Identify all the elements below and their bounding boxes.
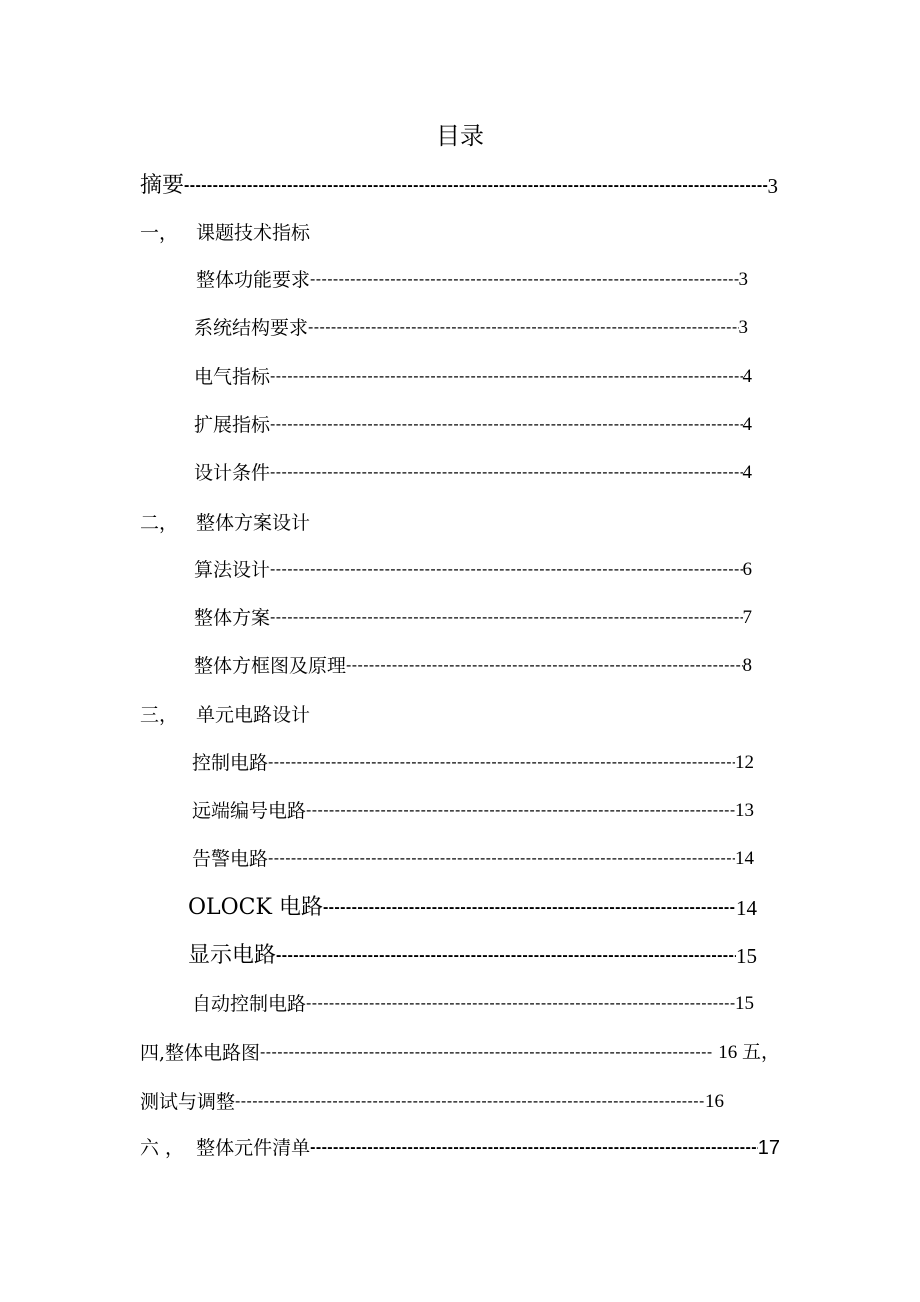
toc-page-number: 3 (767, 174, 778, 198)
toc-page-number: 6 (742, 559, 752, 580)
toc-entry-label: 设计条件 (194, 462, 271, 484)
toc-entry-label: 摘要 (140, 173, 185, 198)
toc-entry[interactable] (194, 459, 752, 487)
toc-page-number: 4 (742, 366, 752, 387)
toc-leader-dots (310, 1134, 758, 1162)
section-title: 课题技术指标 (196, 222, 311, 244)
toc-entry[interactable] (194, 363, 752, 391)
section-title: 整体方案设计 (196, 512, 311, 534)
toc-entry[interactable] (196, 266, 748, 294)
toc-leader-dots (346, 652, 742, 680)
toc-page-number: 12 (735, 752, 754, 773)
section-title: 单元电路设计 (196, 704, 311, 726)
toc-page-number: 13 (735, 800, 754, 821)
toc-entry[interactable] (192, 990, 754, 1018)
toc-entry[interactable] (194, 314, 748, 342)
toc-entry[interactable] (192, 749, 754, 777)
toc-entry-label: 测试与调整 (140, 1091, 236, 1113)
toc-section-heading-3[interactable] (140, 701, 310, 729)
toc-entry-label: 控制电路 (192, 752, 269, 774)
section-number: 一， (140, 222, 179, 244)
toc-entry[interactable] (194, 556, 752, 584)
toc-entry-label: 整体功能要求 (196, 269, 311, 291)
toc-entry-label: 算法设计 (194, 559, 271, 581)
toc-page-number: 14 (736, 896, 757, 920)
toc-leader-dots (310, 266, 738, 294)
toc-page-number: 3 (738, 317, 748, 338)
toc-page-number: 16 (705, 1091, 724, 1112)
toc-title: 目录 (436, 122, 484, 150)
toc-leader-dots (270, 604, 742, 632)
toc-entry-abstract[interactable] (140, 170, 778, 202)
toc-section-heading-1[interactable] (140, 219, 310, 247)
toc-leader-dots (308, 314, 738, 342)
toc-entry-section-6[interactable] (140, 1134, 780, 1162)
toc-entry[interactable] (194, 604, 752, 632)
toc-page-number: 15 (735, 993, 754, 1014)
toc-leader-dots (306, 797, 735, 825)
toc-entry-label: 扩展指标 (194, 414, 271, 436)
toc-page-number: 16 五， (718, 1042, 780, 1063)
toc-entry-label: 自动控制电路 (192, 993, 307, 1015)
toc-leader-dots (270, 459, 742, 487)
toc-entry-label: 告警电路 (192, 848, 269, 870)
toc-entry[interactable] (194, 411, 752, 439)
toc-page-number: 17 (757, 1137, 780, 1159)
toc-entry-label: 显示电路 (188, 943, 277, 968)
section-number: 二， (140, 512, 179, 534)
toc-entry-label: 整体方案 (194, 607, 271, 629)
toc-leader-dots (270, 363, 742, 391)
toc-entry[interactable] (194, 652, 752, 680)
toc-leader-dots (270, 411, 742, 439)
toc-page-number: 7 (742, 607, 752, 628)
toc-page-number: 14 (735, 848, 754, 869)
toc-entry[interactable] (192, 797, 754, 825)
toc-page-number: 15 (736, 944, 757, 968)
toc-page-number: 3 (738, 269, 748, 290)
toc-entry[interactable] (192, 845, 754, 873)
toc-leader-dots (268, 749, 735, 777)
toc-entry[interactable] (188, 940, 757, 972)
toc-page-number: 8 (742, 655, 752, 676)
toc-entry-label: 电气指标 (194, 366, 271, 388)
toc-leader-dots (276, 940, 736, 972)
toc-entry-label: 远端编号电路 (192, 800, 307, 822)
toc-leader-dots (270, 556, 742, 584)
toc-section-heading-2[interactable] (140, 509, 310, 537)
toc-leader-dots (268, 845, 735, 873)
toc-entry-section-5[interactable] (140, 1088, 724, 1116)
toc-entry-label: 六 ， 整体元件清单 (140, 1137, 311, 1159)
toc-entry-label: 四,整体电路图 (140, 1042, 261, 1064)
toc-entry-label: 整体方框图及原理 (194, 655, 347, 677)
toc-leader-dots (260, 1039, 712, 1067)
toc-leader-dots (235, 1088, 705, 1116)
toc-entry-label: OLOCK 电路 (188, 895, 323, 920)
toc-leader-dots (306, 990, 735, 1018)
toc-leader-dots (184, 170, 767, 202)
toc-entry[interactable] (188, 892, 757, 924)
toc-entry-label: 系统结构要求 (194, 317, 309, 339)
toc-page-number: 4 (742, 414, 752, 435)
toc-entry-section-4[interactable] (140, 1039, 780, 1067)
section-number: 三， (140, 704, 179, 726)
toc-page-number: 4 (742, 462, 752, 483)
toc-leader-dots (323, 892, 736, 924)
